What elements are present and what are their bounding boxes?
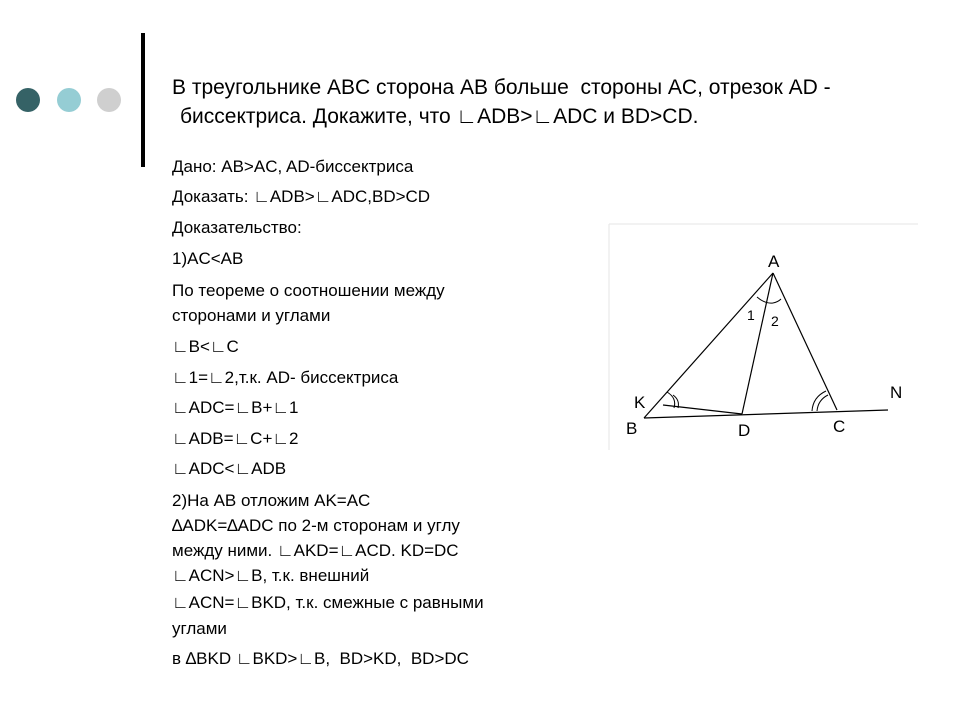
proof-line: 1)AC<AB [172,249,244,268]
label-C: C [833,417,846,436]
label-A: A [768,252,780,271]
angle-C-arc [817,395,828,411]
bisector-AD [742,273,773,414]
proof-line: между ними. ∟AKD=∟ACD. KD=DC [172,541,459,560]
proof-line: в ∆BKD ∟BKD>∟B, BD>KD, BD>DC [172,649,469,668]
angle-C-arc-2 [812,391,826,411]
side-AC [773,273,837,410]
label-K: K [634,393,646,412]
angle-2-label: 2 [771,313,779,329]
proof-line: По теореме о соотношении между [172,281,445,300]
label-N: N [890,383,903,402]
angle-1-label: 1 [747,307,755,323]
label-B: B [626,419,638,438]
proof-line: ∆ADK=∆ADC по 2-м сторонам и углу [172,516,460,535]
side-AB [644,273,773,418]
proof-line: углами [172,619,227,638]
proof-line: ∟1=∟2,т.к. AD- биссектриса [172,368,399,387]
problem-line-1: В треугольнике ABC сторона AB больше стороны AC, отрезок AD - [172,76,831,99]
proof-line: ∟ADB=∟C+∟2 [172,429,299,448]
angle-2-arc [773,299,781,303]
given-line: Дано: AB>AC, AD-биссектриса [172,157,414,176]
proof-line: ∟ACN=∟BKD, т.к. смежные с равными [172,593,484,612]
line-BN [644,410,888,418]
proof-line: ∟ACN>∟B, т.к. внешний [172,566,370,585]
proof-line: 2)На AB отложим AK=AC [172,491,371,510]
proof-line: сторонами и углами [172,306,331,325]
proof-line: ∟B<∟C [172,337,239,356]
problem-line-2: биссектриса. Докажите, что ∟ADB>∟ADC и BD>CD. [180,105,699,128]
label-D: D [738,421,751,440]
proof-line: ∟ADC<∟ADB [172,459,287,478]
to-prove-line: Доказать: ∟ADB>∟ADC,BD>CD [172,187,431,206]
proof-line: ∟ADC=∟B+∟1 [172,398,299,417]
angle-1-arc [757,297,773,303]
proof-heading: Доказательство: [172,218,302,237]
